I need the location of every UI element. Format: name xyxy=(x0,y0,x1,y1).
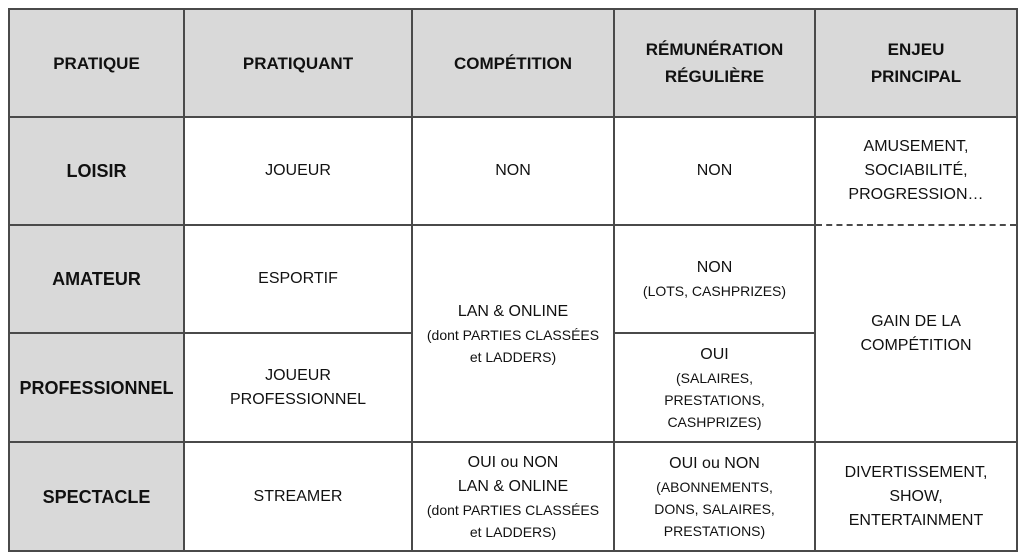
row-label-loisir: LOISIR xyxy=(9,117,184,225)
row-loisir xyxy=(9,117,1017,225)
amateur-pro-competition-line1: LAN & ONLINE xyxy=(457,302,569,320)
amateur-pro-competition-line2: (dont PARTIES CLASSÉES xyxy=(426,326,600,343)
row-label-spectacle: SPECTACLE xyxy=(9,442,184,551)
header-remuneration xyxy=(614,9,815,117)
header-enjeu-line1: ENJEU xyxy=(887,40,945,59)
professionnel-remuneration-value: OUI xyxy=(700,345,729,363)
spectacle-enjeu-line1: DIVERTISSEMENT, xyxy=(844,463,988,481)
header-remuneration-line1: RÉMUNÉRATION xyxy=(645,40,784,59)
spectacle-enjeu-line2: SHOW, xyxy=(889,487,943,505)
amateur-pro-enjeu-line2: COMPÉTITION xyxy=(860,336,972,354)
cell-professionnel-remuneration xyxy=(614,333,815,442)
header-row xyxy=(9,9,1017,117)
esport-practices-table xyxy=(8,8,1018,552)
cell-loisir-competition: NON xyxy=(412,117,614,225)
cell-loisir-pratiquant: JOUEUR xyxy=(184,117,412,225)
loisir-enjeu-line1: AMUSEMENT, xyxy=(863,138,969,155)
professionnel-remuneration-detail1: (SALAIRES, xyxy=(675,369,754,386)
loisir-enjeu-line2: SOCIABILITÉ, xyxy=(864,162,968,179)
row-label-professionnel: PROFESSIONNEL xyxy=(9,333,184,442)
spectacle-remuneration-detail1: (ABONNEMENTS, xyxy=(656,478,773,495)
cell-amateur-pro-competition xyxy=(412,225,614,442)
row-label-amateur: AMATEUR xyxy=(9,225,184,333)
cell-spectacle-remuneration xyxy=(614,442,815,551)
header-enjeu xyxy=(815,9,1017,117)
header-competition: COMPÉTITION xyxy=(412,9,614,117)
row-amateur xyxy=(9,225,1017,333)
cell-spectacle-pratiquant: STREAMER xyxy=(184,442,412,551)
header-pratiquant: PRATIQUANT xyxy=(184,9,412,117)
spectacle-competition-line4: et LADDERS) xyxy=(469,523,557,540)
cell-spectacle-competition xyxy=(412,442,614,551)
cell-loisir-enjeu xyxy=(815,117,1017,225)
header-remuneration-line2: RÉGULIÈRE xyxy=(664,67,765,86)
cell-amateur-pro-enjeu xyxy=(815,225,1017,442)
spectacle-competition-line3: (dont PARTIES CLASSÉES xyxy=(426,501,600,518)
amateur-pro-competition-line3: et LADDERS) xyxy=(469,348,557,365)
cell-amateur-remuneration xyxy=(614,225,815,333)
cell-loisir-remuneration: NON xyxy=(614,117,815,225)
cell-amateur-pratiquant: ESPORTIF xyxy=(184,225,412,333)
amateur-pro-enjeu-line1: GAIN DE LA xyxy=(871,312,961,330)
row-spectacle xyxy=(9,442,1017,551)
professionnel-remuneration-detail3: CASHPRIZES) xyxy=(667,413,762,430)
cell-professionnel-pratiquant xyxy=(184,333,412,442)
professionnel-pratiquant-line2: PROFESSIONNEL xyxy=(229,390,367,408)
spectacle-competition-line2: LAN & ONLINE xyxy=(457,477,569,495)
cell-spectacle-enjeu xyxy=(815,442,1017,551)
spectacle-competition-line1: OUI ou NON xyxy=(467,453,559,471)
spectacle-remuneration-detail2: DONS, SALAIRES, xyxy=(654,500,775,517)
loisir-enjeu-line3: PROGRESSION… xyxy=(848,186,984,203)
amateur-remuneration-detail: (LOTS, CASHPRIZES) xyxy=(642,283,787,299)
header-enjeu-line2: PRINCIPAL xyxy=(870,67,962,86)
spectacle-remuneration-value: OUI ou NON xyxy=(669,454,760,472)
spectacle-remuneration-detail3: PRESTATIONS) xyxy=(663,522,766,539)
spectacle-enjeu-line3: ENTERTAINMENT xyxy=(848,511,984,529)
amateur-remuneration-value: NON xyxy=(696,259,733,276)
header-pratique: PRATIQUE xyxy=(9,9,184,117)
professionnel-remuneration-detail2: PRESTATIONS, xyxy=(664,391,765,408)
professionnel-pratiquant-line1: JOUEUR xyxy=(265,366,331,384)
